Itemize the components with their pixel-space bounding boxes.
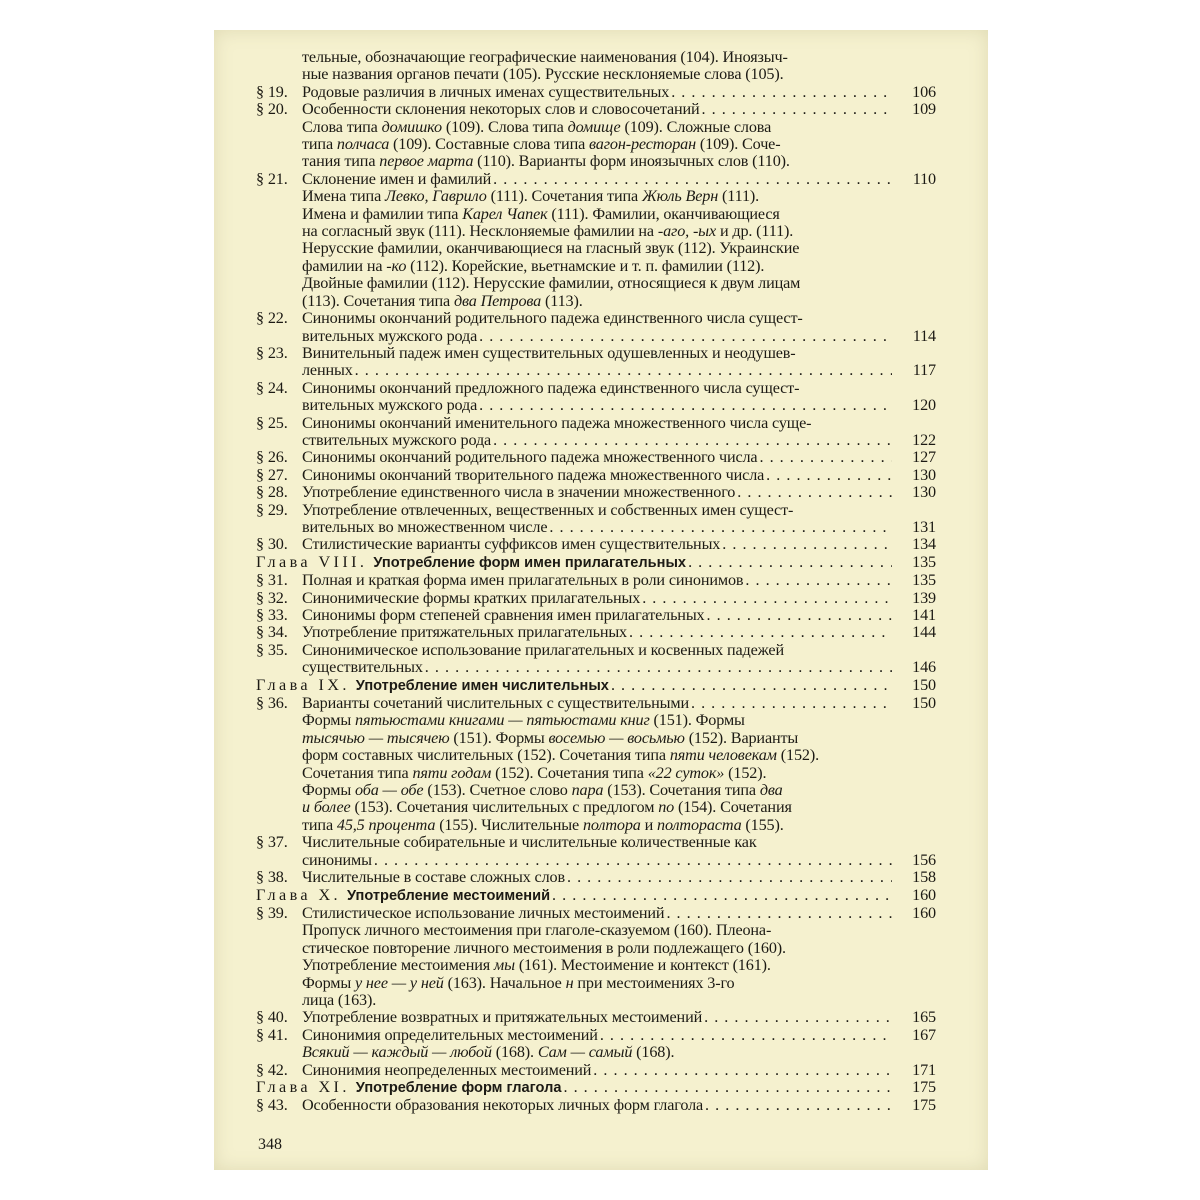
page-number: 348 (258, 1136, 282, 1153)
book-page (214, 30, 988, 1170)
section-entry (256, 1027, 936, 1062)
dot-leader (477, 397, 892, 414)
subtopics (256, 119, 936, 171)
chapter-number: Глава IX. (256, 675, 350, 694)
section-entry (256, 484, 936, 501)
section-entry (256, 502, 936, 537)
dot-leader (565, 869, 892, 886)
section-entry (256, 449, 936, 466)
entry-page-number: 150 (912, 694, 936, 713)
entry-page-number: 141 (912, 606, 936, 624)
entry-title-line: Полная и краткая форма имен прилагательных в роли синонимов (302, 571, 744, 590)
entry-title-line: Синонимия неопределенных местоимений (302, 1060, 592, 1079)
dot-leader (561, 1079, 892, 1096)
entry-page-number: 144 (912, 623, 936, 642)
entry-title-line: Синонимы окончаний творительного падежа множественного числа (302, 465, 765, 484)
dot-leader (491, 432, 892, 449)
entry-title-line: Винительный падеж имен существительных одушевленных и неодушев- (302, 343, 796, 362)
chapter-number: Глава VIII. (256, 552, 368, 571)
entry-page-number: 109 (912, 100, 936, 119)
dot-leader (627, 624, 892, 641)
section-number: § 36. (256, 694, 288, 713)
subtopic-line: тысячью — тысячею (151). Формы восемью — восьмью (152). Варианты (302, 728, 799, 747)
entry-title-line: Особенности образования некоторых личных форм глагола (302, 1096, 704, 1115)
section-number: § 20. (256, 100, 288, 119)
continuation-text (256, 49, 936, 84)
dot-leader (423, 659, 892, 676)
entry-title-line: Употребление местоимений (347, 887, 551, 904)
chapter-heading (256, 554, 936, 572)
entry-title-line: вительных мужского рода (302, 396, 478, 415)
chapter-heading (256, 1079, 936, 1097)
section-number: § 41. (256, 1025, 288, 1044)
section-entry (256, 607, 936, 624)
continuation-line: тельные, обозначающие географические наименования (104). Иноязыч- (302, 48, 788, 66)
entry-title-line: Синонимическое использование прилагательных и косвенных падежей (302, 640, 784, 659)
entry-page-number: 146 (912, 658, 936, 677)
entry-title-line: Синонимы окончаний родительного падежа единственного числа сущест- (302, 309, 803, 328)
entry-page-number: 117 (912, 361, 936, 380)
entry-page-number: 158 (912, 868, 936, 887)
section-number: § 26. (256, 448, 288, 467)
section-entry (256, 380, 936, 415)
entry-title-line: существительных (302, 658, 423, 677)
entry-page-number: 167 (912, 1025, 936, 1044)
subtopic-line: Двойные фамилии (112). Нерусские фамилии, относящиеся к двум лицам (302, 274, 801, 293)
subtopic-line: форм составных числительных (152). Сочетания типа пяти человекам (152). (302, 746, 819, 765)
entry-page-number: 122 (912, 430, 936, 449)
entry-title-line: Стилистические варианты суффиксов имен существительных (302, 535, 721, 554)
toc-entries (256, 84, 936, 1115)
section-number: § 28. (256, 483, 288, 502)
entry-title-line: Синонимы форм степеней сравнения имен прилагательных (302, 606, 705, 624)
entry-title-line: вительных мужского рода (302, 326, 478, 345)
dot-leader (640, 590, 892, 607)
table-of-contents (256, 49, 936, 1115)
dot-leader (689, 695, 892, 712)
section-entry (256, 905, 936, 1009)
entry-page-number: 135 (912, 571, 936, 590)
section-entry (256, 624, 936, 641)
entry-page-number: 175 (912, 1077, 936, 1096)
entry-title-line: синонимы (302, 850, 372, 869)
subtopic-line: и более (153). Сочетания числительных с предлогом по (154). Сочетания (302, 798, 792, 817)
section-entry (256, 590, 936, 607)
section-entry (256, 84, 936, 101)
section-number: § 38. (256, 868, 288, 887)
section-entry (256, 536, 936, 553)
dot-leader (609, 677, 892, 694)
section-number: § 29. (256, 500, 288, 519)
section-entry (256, 869, 936, 886)
section-entry (256, 572, 936, 589)
entry-page-number: 175 (912, 1096, 936, 1115)
dot-leader (720, 536, 892, 553)
subtopic-line: типа полчаса (109). Составные слова типа вагон-ресторан (109). Соче- (302, 135, 781, 154)
subtopics (256, 712, 936, 834)
entry-title-line: Синонимы окончаний предложного падежа единственного числа сущест- (302, 378, 800, 397)
subtopic-line: лица (163). (302, 990, 377, 1009)
section-number: § 39. (256, 903, 288, 922)
entry-title-line: Употребление имен числительных (355, 677, 609, 694)
entry-page-number: 135 (912, 552, 936, 571)
section-number: § 24. (256, 378, 288, 397)
subtopic-line: фамилии на -ко (112). Корейские, вьетнамские и т. п. фамилии (112). (302, 256, 765, 275)
subtopic-line: на согласный звук (111). Несклоняемые фамилии на -аго, -ых и др. (111). (302, 222, 794, 241)
dot-leader (591, 1062, 892, 1079)
entry-title-line: Родовые различия в личных именах существительных (302, 82, 670, 101)
entry-page-number: 106 (912, 82, 936, 101)
entry-title-line: Синонимы окончаний родительного падежа множественного числа (302, 448, 758, 467)
section-number: § 21. (256, 169, 288, 188)
subtopic-line: Всякий — каждый — любой (168). Сам — самый (168). (302, 1043, 675, 1062)
dot-leader (477, 328, 892, 345)
section-entry (256, 1097, 936, 1114)
section-number: § 27. (256, 465, 288, 484)
subtopic-line: Формы у нее — у ней (163). Начальное н при местоимениях 3-го (302, 973, 735, 992)
section-entry (256, 642, 936, 677)
entry-page-number: 150 (912, 675, 936, 694)
entry-title-line: Употребление единственного числа в значении множественного (302, 483, 736, 502)
dot-leader (550, 887, 892, 904)
section-number: § 37. (256, 833, 288, 852)
dot-leader (491, 171, 892, 188)
entry-title-line: Склонение имен и фамилий (302, 169, 492, 188)
chapter-heading (256, 887, 936, 905)
chapter-heading (256, 677, 936, 695)
section-number: § 22. (256, 309, 288, 328)
entry-title-line: ленных (302, 361, 353, 380)
entry-title-line: Особенности склонения некоторых слов и словосочетаний (302, 100, 700, 119)
entry-title-line: Употребление возвратных и притяжательных местоимений (302, 1008, 703, 1027)
entry-page-number: 134 (912, 535, 936, 554)
subtopic-line: Имена типа Левко, Гаврило (111). Сочетания типа Жюль Верн (111). (302, 187, 760, 206)
subtopic-line: Имена и фамилии типа Карел Чапек (111). Фамилии, оканчивающиеся (302, 204, 780, 223)
dot-leader (669, 84, 892, 101)
section-number: § 43. (256, 1096, 288, 1115)
section-entry (256, 467, 936, 484)
entry-title-line: вительных во множественном числе (302, 517, 548, 536)
section-number: § 33. (256, 606, 288, 624)
entry-title-line: Синонимические формы кратких прилагательных (302, 588, 641, 607)
section-entry (256, 1009, 936, 1026)
entry-page-number: 114 (912, 326, 936, 345)
section-entry (256, 345, 936, 380)
entry-title-line: Числительные собирательные и числительные количественные как (302, 833, 757, 852)
dot-leader (702, 1009, 892, 1026)
entry-page-number: 120 (912, 396, 936, 415)
dot-leader (353, 362, 892, 379)
entry-title-line: Синонимы окончаний именительного падежа множественного числа суще- (302, 413, 812, 432)
continuation-line: ные названия органов печати (105). Русские несклоняемые слова (105). (302, 65, 784, 84)
chapter-number: Глава XI. (256, 1077, 350, 1096)
entry-page-number: 139 (912, 588, 936, 607)
section-number: § 25. (256, 413, 288, 432)
section-entry (256, 101, 936, 171)
entry-title-line: Синонимия определительных местоимений (302, 1025, 598, 1044)
subtopic-line: типа 45,5 процента (155). Числительные полтора и полтораста (155). (302, 815, 784, 834)
section-number: § 35. (256, 640, 288, 659)
dot-leader (598, 1027, 892, 1044)
subtopics (256, 188, 936, 310)
chapter-number: Глава X. (256, 885, 342, 904)
dot-leader (705, 607, 893, 624)
dot-leader (372, 852, 892, 869)
dot-leader (703, 1097, 892, 1114)
entry-title-line: Употребление притяжательных прилагательных (302, 623, 627, 642)
section-number: § 34. (256, 623, 288, 642)
subtopic-line: Формы оба — обе (153). Счетное слово пара (153). Сочетания типа два (302, 781, 783, 800)
dot-leader (686, 554, 892, 571)
subtopic-line: Формы пятьюстами книгами — пятьюстами книг (151). Формы (302, 711, 745, 730)
entry-page-number: 160 (912, 903, 936, 922)
section-number: § 31. (256, 571, 288, 590)
section-entry (256, 1062, 936, 1079)
subtopics (256, 1044, 936, 1061)
subtopic-line: Употребление местоимения мы (161). Местоимение и контекст (161). (302, 956, 771, 975)
subtopic-line: Сочетания типа пяти годам (152). Сочетания типа «22 суток» (152). (302, 763, 767, 782)
section-number: § 42. (256, 1060, 288, 1079)
entry-page-number: 130 (912, 465, 936, 484)
dot-leader (547, 519, 892, 536)
entry-title-line: Употребление форм глагола (355, 1079, 562, 1096)
dot-leader (700, 101, 892, 118)
entry-page-number: 156 (912, 850, 936, 869)
entry-page-number: 160 (912, 885, 936, 904)
section-entry (256, 834, 936, 869)
entry-page-number: 110 (912, 169, 936, 188)
dot-leader (764, 467, 892, 484)
subtopic-line: тания типа первое марта (110). Варианты форм иноязычных слов (110). (302, 152, 790, 171)
subtopic-line: (113). Сочетания типа два Петрова (113). (302, 291, 583, 310)
section-number: § 23. (256, 343, 288, 362)
section-number: § 40. (256, 1008, 288, 1027)
entry-page-number: 131 (912, 517, 936, 536)
dot-leader (757, 449, 892, 466)
subtopics (256, 922, 936, 1009)
section-number: § 19. (256, 82, 288, 101)
entry-title-line: Стилистическое использование личных местоимений (302, 903, 665, 922)
dot-leader (664, 905, 892, 922)
subtopic-line: Нерусские фамилии, оканчивающиеся на гласный звук (112). Украинские (302, 239, 800, 258)
subtopic-line: Пропуск личного местоимения при глаголе-сказуемом (160). Плеона- (302, 921, 772, 940)
entry-title-line: Употребление отвлеченных, вещественных и собственных имен сущест- (302, 500, 794, 519)
entry-page-number: 127 (912, 448, 936, 467)
subtopic-line: стическое повторение личного местоимения в роли подлежащего (160). (302, 938, 786, 957)
entry-page-number: 171 (912, 1060, 936, 1079)
section-entry (256, 171, 936, 310)
section-entry (256, 310, 936, 345)
entry-title-line: Употребление форм имен прилагательных (373, 554, 687, 571)
dot-leader (743, 572, 892, 589)
entry-title-line: Варианты сочетаний числительных с существительными (302, 694, 689, 713)
dot-leader (735, 484, 892, 501)
subtopic-line: Слова типа домишко (109). Слова типа домище (109). Сложные слова (302, 117, 772, 136)
entry-page-number: 165 (912, 1008, 936, 1027)
section-entry (256, 415, 936, 450)
section-number: § 30. (256, 535, 288, 554)
entry-title-line: ствительных мужского рода (302, 430, 492, 449)
section-entry (256, 695, 936, 834)
section-number: § 32. (256, 588, 288, 607)
entry-page-number: 130 (912, 483, 936, 502)
entry-title-line: Числительные в составе сложных слов (302, 868, 565, 887)
